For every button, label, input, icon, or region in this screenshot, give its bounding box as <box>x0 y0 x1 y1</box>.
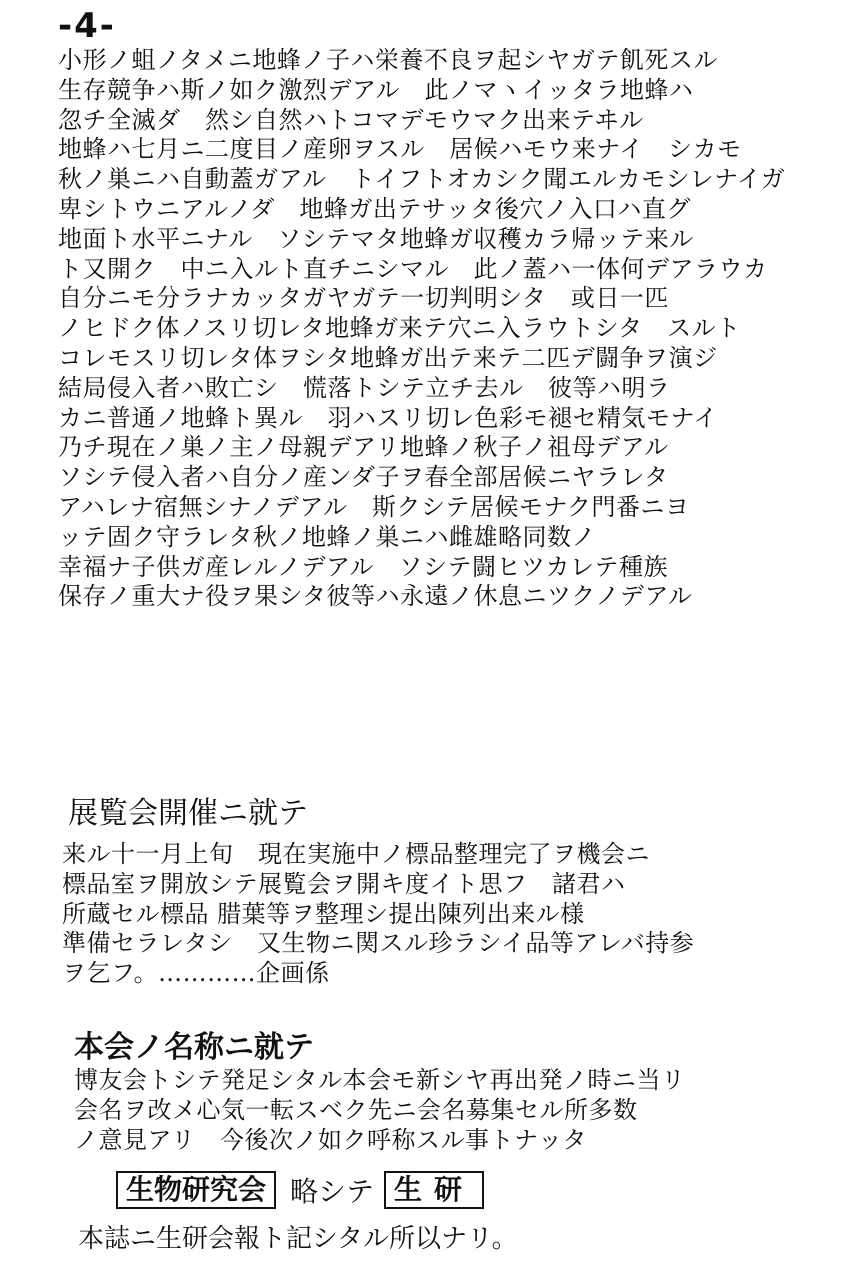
text-line: ト又開ク 中ニ入ルト直チニシマル 此ノ蓋ハ一体何デアラウカ <box>58 254 768 283</box>
text-line: 乃チ現在ノ巣ノ主ノ母親デアリ地蜂ノ秋子ノ祖母デアル <box>58 433 669 462</box>
boxed-club-name: 生物研究会 <box>116 1171 276 1209</box>
text-line: 来ル十一月上旬 現在実施中ノ標品整理完了ヲ機会ニ <box>62 840 650 868</box>
text-line: カニ普通ノ地蜂ト異ル 羽ハスリ切レ色彩モ褪セ精気モナイ <box>58 403 718 432</box>
text-line: ヲ乞フ。…………企画係 <box>62 959 330 988</box>
text-line: 秋ノ巣ニハ自動蓋ガアル トイフトオカシク聞エルカモシレナイガ <box>58 165 786 194</box>
text-line: 所蔵セル標品 腊葉等ヲ整理シ提出陳列出来ル様 <box>62 899 585 928</box>
text-line: ノ意見アリ 今後次ノ如ク呼称スル事トナッタ <box>74 1125 588 1154</box>
closing-line: 本誌ニ生研会報ト記シタル所以ナリ。 <box>78 1224 518 1254</box>
boxed-club-abbrev: 生研 <box>384 1171 484 1209</box>
page-number: -4- <box>58 6 116 46</box>
text-line: 地面ト水平ニナル ソシテマタ地蜂ガ収穫カラ帰ッテ来ル <box>58 224 694 253</box>
exhibition-notice <box>62 840 832 989</box>
club-name-row <box>116 1170 484 1210</box>
club-name-heading: 本会ノ名称ニ就テ <box>74 1030 314 1065</box>
club-name-notice <box>74 1066 844 1155</box>
text-line: 博友会トシテ発足シタル本会モ新シヤ再出発ノ時ニ当リ <box>74 1066 686 1094</box>
text-line: 準備セラレタシ 又生物ニ関スル珍ラシイ品等アレバ持参 <box>62 929 695 958</box>
text-line: 卑シトウニアルノダ 地蜂ガ出テサッタ後穴ノ入口ハ直グ <box>58 194 691 223</box>
text-line: 保存ノ重大ナ役ヲ果シタ彼等ハ永遠ノ休息ニツクノデアル <box>58 582 693 611</box>
text-line: 会名ヲ改メ心気一転スベク先ニ会名募集セル所多数 <box>74 1095 638 1124</box>
text-line: ソシテ侵入者ハ自分ノ産ンダ子ヲ春全部居候ニヤラレタ <box>58 463 669 492</box>
text-line: コレモスリ切レタ体ヲシタ地蜂ガ出テ来テ二匹デ闘争ヲ演ジ <box>58 343 718 372</box>
text-line: 忽チ全滅ダ 然シ自然ハトコマデモウマク出来テヰル <box>58 105 644 134</box>
article-body <box>58 46 828 612</box>
text-line: アハレナ宿無シナノデアル 斯クシテ居候モナク門番ニヨ <box>58 492 690 521</box>
exhibition-heading: 展覧会開催ニ就テ <box>68 796 308 831</box>
text-line: 地蜂ハ七月ニ二度目ノ産卵ヲスル 居候ハモウ来ナイ シカモ <box>58 135 742 164</box>
text-line: 結局侵入者ハ敗亡シ 慌落トシテ立チ去ル 彼等ハ明ラ <box>58 373 671 402</box>
abbrev-connector: 略シテ <box>290 1175 375 1208</box>
text-line: 生存競争ハ斯ノ如ク激烈デアル 此ノマヽイッタラ地蜂ハ <box>58 75 694 104</box>
text-line: 標品室ヲ開放シテ展覧会ヲ開キ度イト思フ 諸君ハ <box>62 869 626 898</box>
text-line: 小形ノ蛆ノタメニ地蜂ノ子ハ栄養不良ヲ起シヤガテ飢死スル <box>58 46 718 74</box>
text-line: ノヒドク体ノスリ切レタ地蜂ガ来テ穴ニ入ラウトシタ スルト <box>58 314 741 343</box>
text-line: 幸福ナ子供ガ産レルノデアル ソシテ闘ヒツカレテ種族 <box>58 552 668 581</box>
text-line: ッテ固ク守ラレタ秋ノ地蜂ノ巣ニハ雌雄略同数ノ <box>58 522 597 551</box>
text-line: 自分ニモ分ラナカッタガヤガテ一切判明シタ 或日一匹 <box>58 284 669 313</box>
